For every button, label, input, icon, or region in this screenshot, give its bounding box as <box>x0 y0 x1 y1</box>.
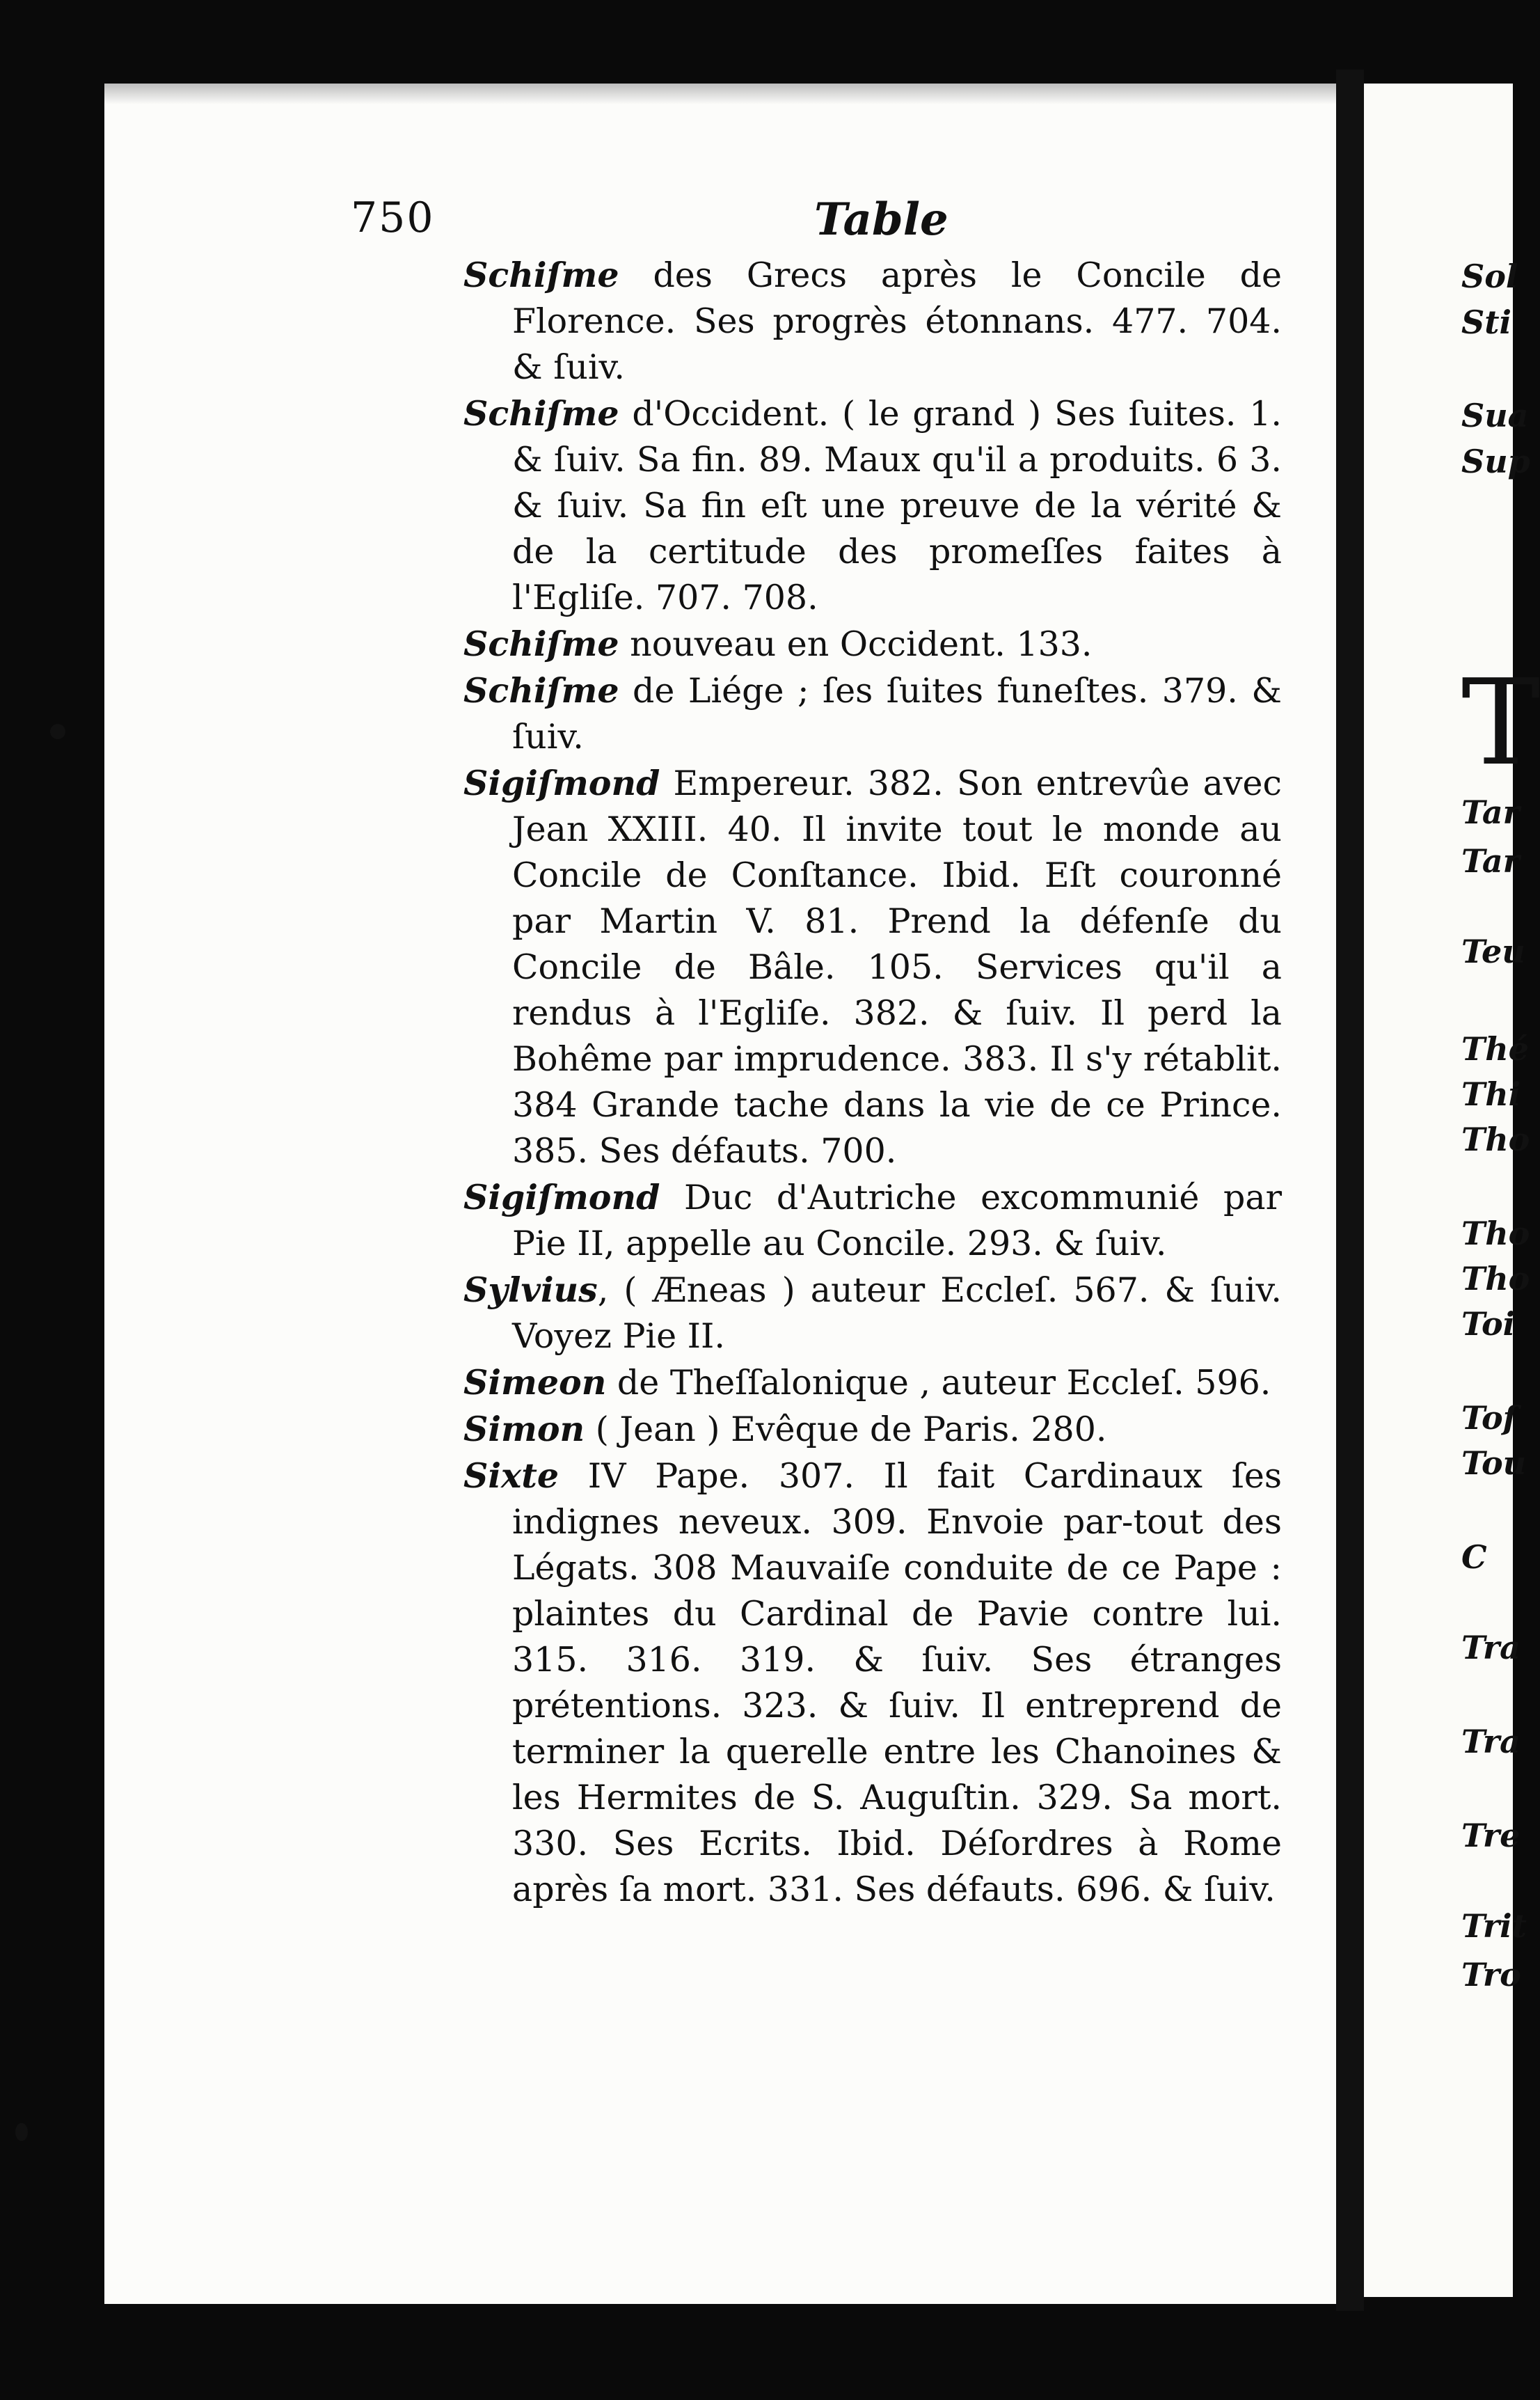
running-title: Table <box>814 194 948 246</box>
entry-headword: Sixte <box>463 1455 559 1496</box>
facing-line: Tro <box>1461 1956 1521 1994</box>
facing-line: Toi <box>1461 1305 1516 1343</box>
entry-text: nouveau en Occident. 133. <box>619 624 1093 664</box>
entry-text: de Theſſalonique , auteur Eccleſ. 596. <box>606 1363 1271 1403</box>
index-entry <box>463 1406 1282 1453</box>
index-entry <box>463 621 1282 668</box>
entry-headword: Sigiſmond <box>463 763 660 803</box>
facing-line: Tra <box>1461 1629 1521 1666</box>
entry-text: d'Occident. ( le grand ) Ses ſuites. 1. & ſuiv. Sa fin. 89. Maux qu'il a produits. 6 3. & ſuiv. Sa fin eſt une preuve de la vérité & de la certitude des promeſſes faites à l'Egliſe. 707. 708. <box>512 394 1282 617</box>
facing-line: Thé <box>1461 1030 1529 1068</box>
index-entry <box>463 1267 1282 1359</box>
entry-text: ( Jean ) Evêque de Paris. 280. <box>585 1410 1107 1449</box>
entry-headword: Schiſme <box>463 255 619 295</box>
facing-page-edge <box>1364 84 1540 2297</box>
index-entry <box>463 252 1282 390</box>
facing-line: Thi <box>1461 1075 1521 1113</box>
index-entry <box>463 1174 1282 1267</box>
entry-text: Empereur. 382. Son entrevûe avec Jean XXIII. 40. Il invite tout le monde au Concile de Conſtance. Ibid. Eſt couronné par Martin V. 81. Prend la défenſe du Concile de Bâle. 105. Services qu'il a rendus à l'Egliſe. 382. & ſuiv. Il perd la Bohême par imprudence. 383. Il s'y rétablit. 384 Grande tache dans la vie de ce Prince. 385. Ses défauts. 700. <box>512 764 1282 1171</box>
index-entry <box>463 668 1282 760</box>
entry-text: IV Pape. 307. Il fait Cardinaux ſes indignes neveux. 309. Envoie par-tout des Légats. 308 Mauvaiſe conduite de ce Pape : plaintes du Cardinal de Pavie contre lui. 315. 316. 319. & ſuiv. Ses étranges prétentions. 323. & ſuiv. Il entreprend de terminer la querelle entre les Chanoines & les Hermites de S. Auguſtin. 329. Sa mort. 330. Ses Ecrits. Ibid. Déſordres à Rome après ſa mort. 331. Ses défauts. 696. & ſuiv. <box>512 1456 1282 1909</box>
entry-text: , ( Æneas ) auteur Eccleſ. 567. & ſuiv. Voyez Pie II. <box>512 1270 1282 1356</box>
index-entry <box>463 760 1282 1174</box>
facing-line: Tre <box>1461 1817 1521 1854</box>
facing-line: Tho <box>1461 1260 1530 1297</box>
entry-headword: Sylvius <box>463 1270 598 1310</box>
page-header <box>351 194 1283 256</box>
facing-line: Sua <box>1461 397 1529 434</box>
facing-line: Tar <box>1461 842 1520 880</box>
facing-line: Sti <box>1461 303 1511 341</box>
scan-speck <box>15 2123 28 2141</box>
entry-text: des Grecs après le Concile de Florence. Ses progrès étonnans. 477. 704. & ſuiv. <box>512 255 1282 387</box>
facing-line: Tou <box>1461 1444 1527 1482</box>
index-entries <box>463 252 1282 1913</box>
entry-text: Duc d'Autriche excommunié par Pie II, appelle au Concile. 293. & ſuiv. <box>512 1178 1282 1263</box>
book-gutter <box>1336 70 1364 2311</box>
facing-line: Tho <box>1461 1215 1530 1252</box>
index-entry <box>463 390 1282 621</box>
entry-text: de Liége ; ſes ſuites funeſtes. 379. & ſuiv. <box>512 671 1282 757</box>
facing-drop-cap: T <box>1461 654 1540 792</box>
entry-headword: Schiſme <box>463 670 619 711</box>
facing-line: Tho <box>1461 1121 1530 1158</box>
entry-headword: Sigiſmond <box>463 1177 660 1217</box>
entry-headword: Schiſme <box>463 624 619 664</box>
facing-line: Trit <box>1461 1907 1527 1945</box>
facing-line: C <box>1461 1538 1487 1576</box>
entry-headword: Simon <box>463 1409 585 1449</box>
facing-line: Teu <box>1461 933 1525 970</box>
facing-line: Sup <box>1461 443 1530 480</box>
entry-headword: Schiſme <box>463 393 619 434</box>
entry-headword: Simeon <box>463 1362 607 1403</box>
scan-speck <box>50 724 65 739</box>
page-number: 750 <box>351 194 435 242</box>
facing-line: Sol <box>1461 258 1518 295</box>
facing-line: Toſ <box>1461 1399 1517 1437</box>
facing-line: Tar <box>1461 794 1520 831</box>
index-entry <box>463 1453 1282 1913</box>
index-entry <box>463 1359 1282 1406</box>
facing-line: Tra <box>1461 1723 1521 1760</box>
page-top-edge <box>104 84 1336 104</box>
